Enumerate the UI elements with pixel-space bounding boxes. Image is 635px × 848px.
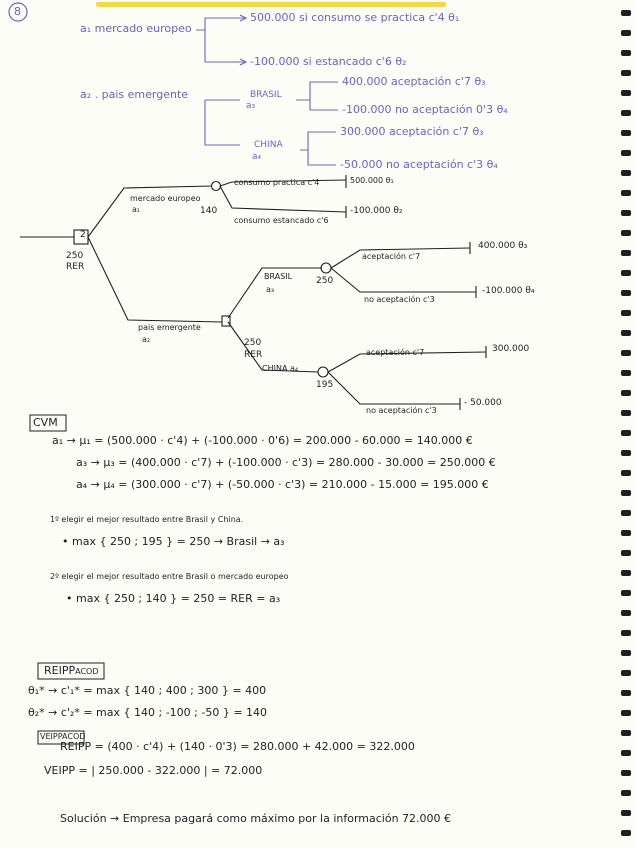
tree-brasil-branch1: aceptación c'7 bbox=[362, 252, 421, 261]
tree-pe-value: 250 bbox=[244, 338, 262, 348]
plan-china-branch2: -50.000 no aceptación c'3 θ₄ bbox=[340, 158, 498, 171]
page-number: 8 bbox=[14, 5, 21, 18]
cvm-line-2: a₃ → μ₃ = (400.000 · c'7) + (-100.000 · c'3) = 280.000 - 30.000 = 250.000 € bbox=[76, 456, 496, 469]
tree-brasil-branch2: no aceptación c'3 bbox=[364, 295, 435, 304]
spiral-binding bbox=[613, 0, 635, 848]
tree-china-branch1: aceptación c'7 bbox=[366, 348, 425, 357]
step-2-equation: • max { 250 ; 140 } = 250 = RER = a₃ bbox=[66, 592, 281, 605]
tree-eu-value: 140 bbox=[200, 206, 218, 216]
veipp-title: VEIPPACOD bbox=[40, 732, 86, 741]
plan-china-branch1: 300.000 aceptación c'7 θ₃ bbox=[340, 125, 484, 138]
tree-china-branch1-value: 300.000 bbox=[492, 344, 530, 354]
step-2-text: 2º elegir el mejor resultado entre Brasil o mercado europeo bbox=[50, 572, 289, 581]
tree-pe-label: pais emergente bbox=[138, 323, 201, 332]
reipp-title: REIPPACOD bbox=[44, 664, 99, 677]
tree-brasil-branch1-value: 400.000 θ₃ bbox=[478, 241, 528, 251]
plan-a1-branch2: -100.000 si estancado c'6 θ₂ bbox=[250, 55, 407, 68]
tree-china-value: 195 bbox=[316, 380, 334, 390]
tree-eu-branch2-value: -100.000 θ₂ bbox=[350, 206, 403, 216]
plan-a1-label: a₁ mercado europeo bbox=[80, 22, 192, 35]
cvm-title: CVM bbox=[33, 416, 58, 429]
plan-a1-branch1: 500.000 si consumo se practica c'4 θ₁ bbox=[250, 11, 460, 24]
plan-brasil: BRASIL bbox=[250, 90, 282, 100]
step-1-text: 1º elegir el mejor resultado entre Brasil y China. bbox=[50, 515, 244, 524]
plan-brasil-branch1: 400.000 aceptación c'7 θ₃ bbox=[342, 75, 486, 88]
reipp-line-3: REIPP = (400 · c'4) + (140 · 0'3) = 280.000 + 42.000 = 322.000 bbox=[60, 740, 415, 753]
tree-china-label: CHINA a₄ bbox=[262, 364, 299, 373]
cvm-line-1: a₁ → μ₁ = (500.000 · c'4) + (-100.000 · 0'6) = 200.000 - 60.000 = 140.000 € bbox=[52, 434, 473, 447]
tree-eu-branch1-value: 500.000 θ₁ bbox=[350, 176, 394, 185]
tree-china-branch2-value: - 50.000 bbox=[464, 398, 502, 408]
eu-chance-node bbox=[212, 182, 221, 191]
solution-text: Solución → Empresa pagará como máximo por la información 72.000 € bbox=[60, 812, 452, 825]
tree-pe-a: a₂ bbox=[142, 335, 151, 344]
tree-eu-a: a₁ bbox=[132, 205, 141, 214]
veipp-line: VEIPP = | 250.000 - 322.000 | = 72.000 bbox=[44, 764, 263, 777]
tree-eu-label: mercado europeo bbox=[130, 194, 201, 203]
plan-china-a: a₄ bbox=[252, 152, 262, 162]
tree-eu-branch2: consumo estancado c'6 bbox=[234, 216, 329, 225]
tree-root-rer: RER bbox=[66, 262, 85, 272]
step-1-equation: • max { 250 ; 195 } = 250 → Brasil → a₃ bbox=[62, 535, 285, 548]
tree-brasil-branch2-value: -100.000 θ₄ bbox=[482, 286, 535, 296]
tree-root-value: 250 bbox=[66, 251, 84, 261]
brasil-chance-node bbox=[321, 263, 331, 273]
tree-root-id: 2 bbox=[80, 230, 86, 240]
plan-brasil-branch2: -100.000 no aceptación 0'3 θ₄ bbox=[342, 103, 508, 116]
tree-eu-branch1: consumo practica c'4 bbox=[234, 178, 320, 187]
plan-a2-label: a₂ . pais emergente bbox=[80, 88, 189, 101]
cvm-line-3: a₄ → μ₄ = (300.000 · c'7) + (-50.000 · c'3) = 210.000 - 15.000 = 195.000 € bbox=[76, 478, 489, 491]
plan-china: CHINA bbox=[254, 140, 283, 150]
tree-brasil-a: a₃ bbox=[266, 285, 275, 294]
tree-china-branch2: no aceptación c'3 bbox=[366, 406, 437, 415]
china-chance-node bbox=[318, 367, 328, 377]
tree-pe-rer: RER bbox=[244, 350, 263, 360]
plan-brasil-a: a₃ bbox=[246, 101, 256, 111]
reipp-line-2: θ₂* → c'₂* = max { 140 ; -100 ; -50 } = 140 bbox=[28, 706, 268, 719]
reipp-line-1: θ₁* → c'₁* = max { 140 ; 400 ; 300 } = 400 bbox=[28, 684, 267, 697]
decision-tree-lines bbox=[20, 175, 486, 410]
tree-brasil-value: 250 bbox=[316, 276, 334, 286]
tree-brasil-label: BRASIL bbox=[264, 272, 293, 281]
